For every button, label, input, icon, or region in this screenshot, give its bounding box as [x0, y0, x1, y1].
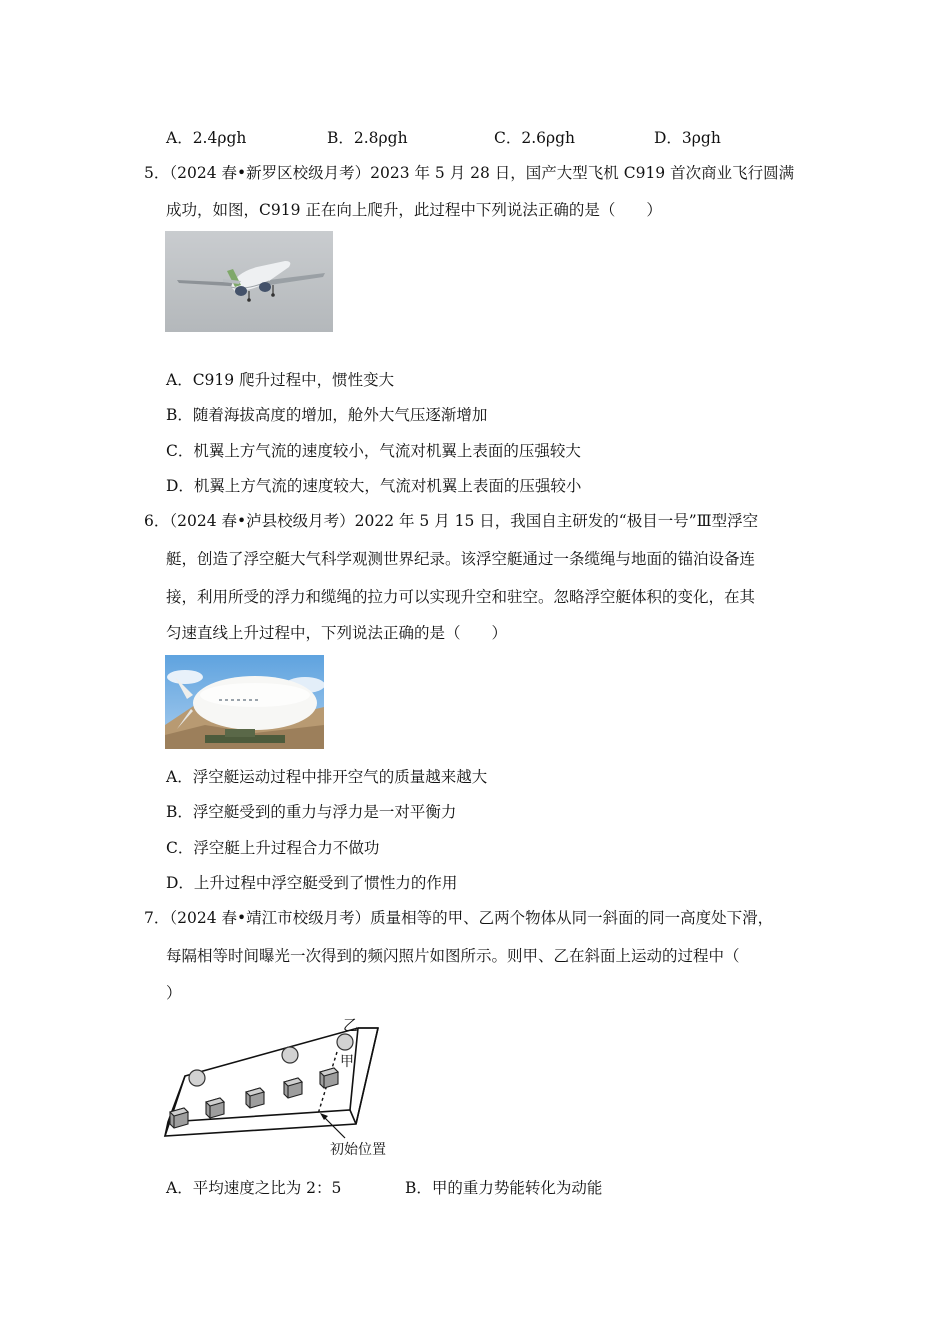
q5-stem-line2: 成功，如图，C919 正在向上爬升，此过程中下列说法正确的是（ ） [166, 201, 662, 219]
q7-option-a: A．平均速度之比为 2：5 [166, 1179, 342, 1197]
q6-option-b: B．浮空艇受到的重力与浮力是一对平衡力 [166, 803, 457, 821]
q6-stem-line4: 匀速直线上升过程中，下列说法正确的是（ ） [166, 624, 508, 642]
q7-stem-line3: ） [166, 984, 182, 1002]
incline-diagram [160, 1012, 390, 1162]
q6-option-d: D．上升过程中浮空艇受到了惯性力的作用 [166, 874, 458, 892]
q7-option-b: B．甲的重力势能转化为动能 [405, 1179, 603, 1197]
q7-stem-line1: 7．（2024 春•靖江市校级月考）质量相等的甲、乙两个物体从同一斜面的同一高度处下滑， [144, 909, 774, 927]
q6-stem-line2: 艇，创造了浮空艇大气科学观测世界纪录。该浮空艇通过一条缆绳与地面的锚泊设备连 [166, 550, 756, 568]
q5-option-d: D．机翼上方气流的速度较大，气流对机翼上表面的压强较小 [166, 477, 582, 495]
ball-3 [337, 1034, 353, 1050]
q4-option-b: B．2.8ρgh [327, 129, 408, 147]
airship-photo [165, 655, 324, 749]
q7-stem-line2: 每隔相等时间曝光一次得到的频闪照片如图所示。则甲、乙在斜面上运动的过程中（ [166, 947, 740, 965]
label-jia: 甲 [340, 1054, 354, 1070]
q5-option-b: B．随着海拔高度的增加，舱外大气压逐渐增加 [166, 406, 488, 424]
q4-option-d: D．3ρgh [654, 129, 721, 147]
q6-stem-line3: 接，利用所受的浮力和缆绳的拉力可以实现升空和驻空。忽略浮空艇体积的变化，在其 [166, 588, 756, 606]
q6-stem-line1: 6．（2024 春•泸县校级月考）2022 年 5 月 15 日，我国自主研发的“极目一号”Ⅲ型浮空 [144, 512, 759, 530]
q4-option-a: A．2.4ρgh [166, 129, 247, 147]
q5-option-a: A．C919 爬升过程中，惯性变大 [166, 371, 395, 389]
ball-2 [282, 1047, 298, 1063]
airplane-photo [165, 231, 333, 332]
q5-option-c: C．机翼上方气流的速度较小，气流对机翼上表面的压强较大 [166, 442, 581, 460]
q6-option-c: C．浮空艇上升过程合力不做功 [166, 839, 380, 857]
q4-option-c: C．2.6ρgh [494, 129, 576, 147]
q6-option-a: A．浮空艇运动过程中排开空气的质量越来越大 [166, 768, 488, 786]
ball-1 [189, 1070, 205, 1086]
label-yi: 乙 [343, 1016, 359, 1034]
q5-stem-line1: 5．（2024 春•新罗区校级月考）2023 年 5 月 28 日，国产大型飞机 C919 首次商业飞行圆满 [144, 164, 795, 182]
label-initial-position: 初始位置 [330, 1142, 386, 1158]
